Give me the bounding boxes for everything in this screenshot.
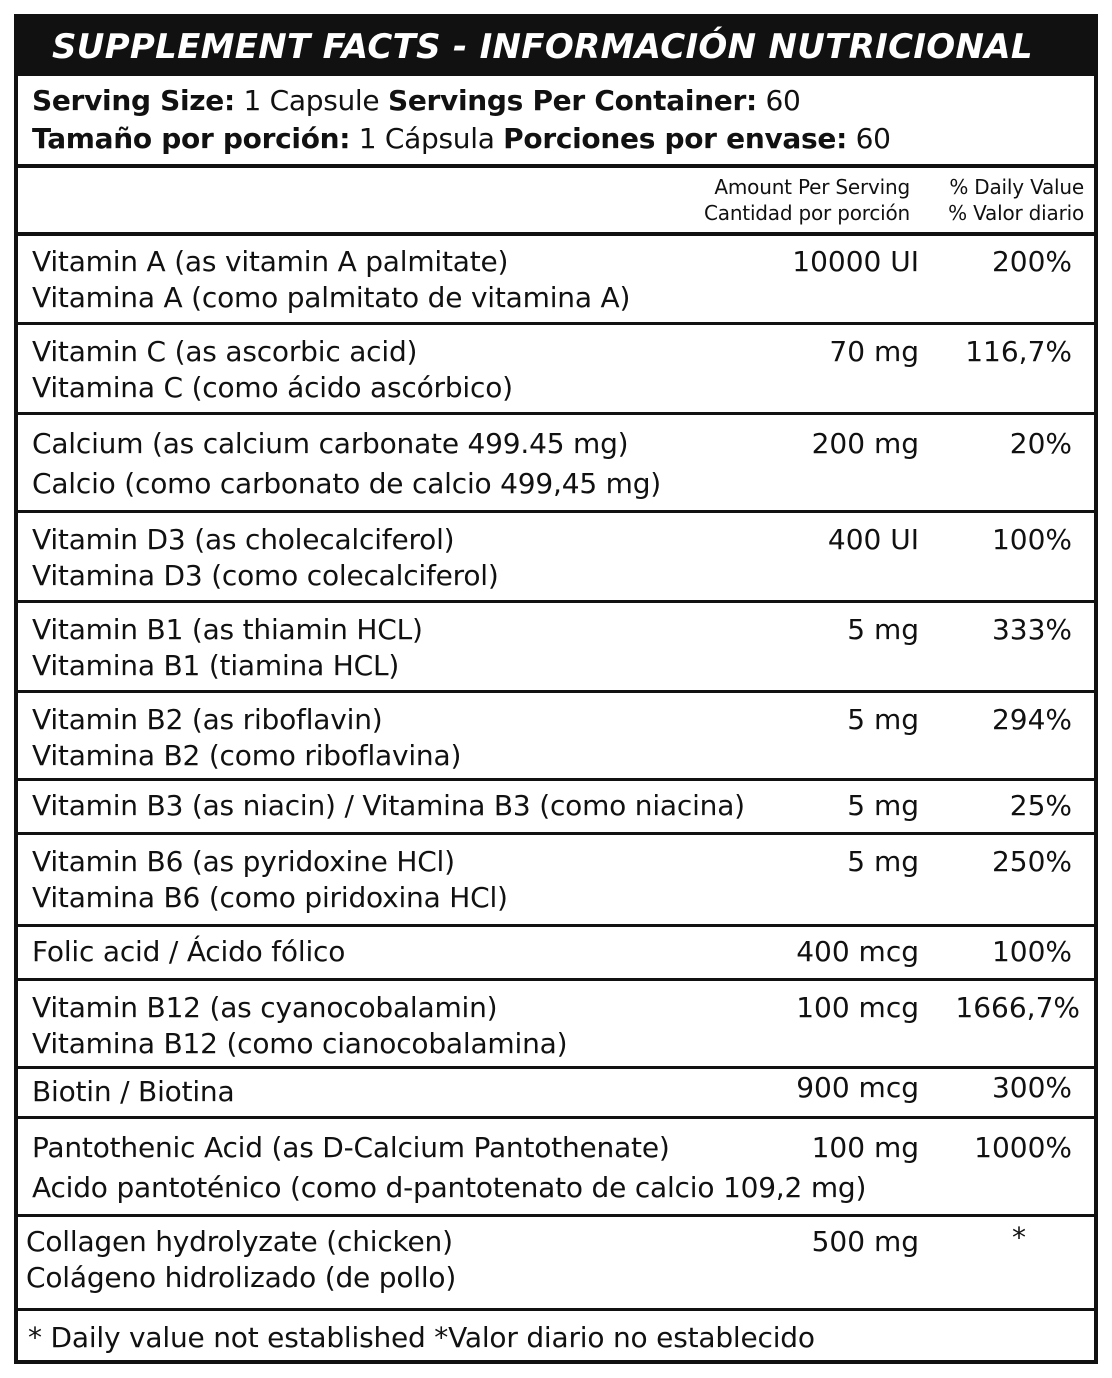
serving-size-label: Serving Size:	[32, 84, 235, 117]
nutrient-amount: 200 mg	[811, 427, 919, 460]
divider	[18, 1308, 1094, 1311]
serving-line-en	[32, 84, 801, 118]
nutrient-daily-value: 250%	[991, 845, 1072, 878]
nutrient-amount: 5 mg	[847, 613, 919, 646]
divider	[18, 1066, 1094, 1069]
nutrient-daily-value: 200%	[991, 245, 1072, 278]
nutrient-amount: 500 mg	[811, 1225, 919, 1258]
divider	[18, 510, 1094, 513]
divider	[18, 600, 1094, 603]
nutrient-daily-value: 1666,7%	[955, 991, 1080, 1024]
nutrient-name: Pantothenic Acid (as D-Calcium Pantothenate) Acido pantoténico (como d-pantotenato de calcio 109,2 mg)	[32, 1131, 867, 1204]
nutrient-amount: 900 mcg	[796, 1071, 919, 1104]
divider	[18, 924, 1094, 927]
amount-header-es: Cantidad por porción	[704, 201, 910, 225]
nutrient-daily-value: *	[1012, 1221, 1026, 1254]
daily-value-header-es: % Valor diario	[948, 201, 1084, 225]
divider	[18, 1214, 1094, 1217]
nutrient-amount: 5 mg	[847, 789, 919, 822]
serving-line-es	[32, 122, 891, 156]
nutrient-daily-value: 333%	[991, 613, 1072, 646]
nutrient-daily-value: 100%	[991, 935, 1072, 968]
serving-size-value: 1 Capsule	[243, 84, 380, 117]
nutrient-daily-value: 1000%	[974, 1131, 1072, 1164]
nutrient-daily-value: 300%	[991, 1071, 1072, 1104]
nutrient-name: Vitamin A (as vitamin A palmitate) Vitamina A (como palmitato de vitamina A)	[32, 245, 631, 314]
nutrient-amount: 70 mg	[829, 335, 919, 368]
nutrient-amount: 100 mg	[811, 1131, 919, 1164]
divider	[18, 978, 1094, 981]
divider	[18, 322, 1094, 325]
nutrient-amount: 400 mcg	[796, 935, 919, 968]
nutrient-daily-value: 20%	[1009, 427, 1072, 460]
porciones-envase-value: 60	[855, 122, 891, 155]
divider	[18, 832, 1094, 835]
nutrient-name: Vitamin B12 (as cyanocobalamin) Vitamina B12 (como cianocobalamina)	[32, 991, 568, 1060]
divider	[18, 412, 1094, 415]
nutrient-amount: 5 mg	[847, 845, 919, 878]
nutrient-daily-value: 116,7%	[965, 335, 1072, 368]
divider	[18, 690, 1094, 693]
amount-header	[704, 174, 910, 226]
nutrient-name: Vitamin D3 (as cholecalciferol) Vitamina D3 (como colecalciferol)	[32, 523, 499, 592]
nutrient-name: Vitamin B1 (as thiamin HCL) Vitamina B1 (tiamina HCL)	[32, 613, 423, 682]
nutrient-daily-value: 25%	[1009, 789, 1072, 822]
divider	[18, 164, 1094, 168]
nutrient-name: Collagen hydrolyzate (chicken) Colágeno hidrolizado (de pollo)	[26, 1225, 457, 1294]
nutrient-daily-value: 294%	[991, 703, 1072, 736]
amount-header-en: Amount Per Serving	[714, 175, 910, 199]
footnote: * Daily value not established *Valor diario no establecido	[28, 1321, 815, 1354]
nutrient-amount: 400 UI	[827, 523, 919, 556]
nutrient-daily-value: 100%	[991, 523, 1072, 556]
divider	[18, 778, 1094, 781]
nutrient-name: Vitamin B3 (as niacin) / Vitamina B3 (como niacina)	[32, 789, 745, 822]
daily-value-header	[948, 174, 1084, 226]
servings-per-container-label: Servings Per Container:	[387, 84, 757, 117]
tamano-porcion-value: 1 Cápsula	[358, 122, 495, 155]
daily-value-header-en: % Daily Value	[949, 175, 1084, 199]
label-title: SUPPLEMENT FACTS - INFORMACIÓN NUTRICIONAL	[18, 18, 1094, 76]
porciones-envase-label: Porciones por envase:	[503, 122, 847, 155]
nutrient-amount: 10000 UI	[792, 245, 919, 278]
nutrient-name: Vitamin C (as ascorbic acid) Vitamina C (como ácido ascórbico)	[32, 335, 513, 404]
nutrient-name: Vitamin B2 (as riboflavin) Vitamina B2 (como riboflavina)	[32, 703, 462, 772]
nutrient-amount: 5 mg	[847, 703, 919, 736]
divider	[18, 232, 1094, 236]
nutrient-name: Biotin / Biotina	[32, 1075, 235, 1108]
nutrient-amount: 100 mcg	[796, 991, 919, 1024]
nutrient-name: Folic acid / Ácido fólico	[32, 935, 346, 968]
nutrient-name: Calcium (as calcium carbonate 499.45 mg) Calcio (como carbonato de calcio 499,45 mg)	[32, 427, 662, 500]
nutrient-name: Vitamin B6 (as pyridoxine HCl) Vitamina B6 (como piridoxina HCl)	[32, 845, 508, 914]
tamano-porcion-label: Tamaño por porción:	[32, 122, 351, 155]
divider	[18, 1116, 1094, 1119]
servings-per-container-value: 60	[765, 84, 801, 117]
supplement-facts-label	[14, 14, 1098, 1364]
